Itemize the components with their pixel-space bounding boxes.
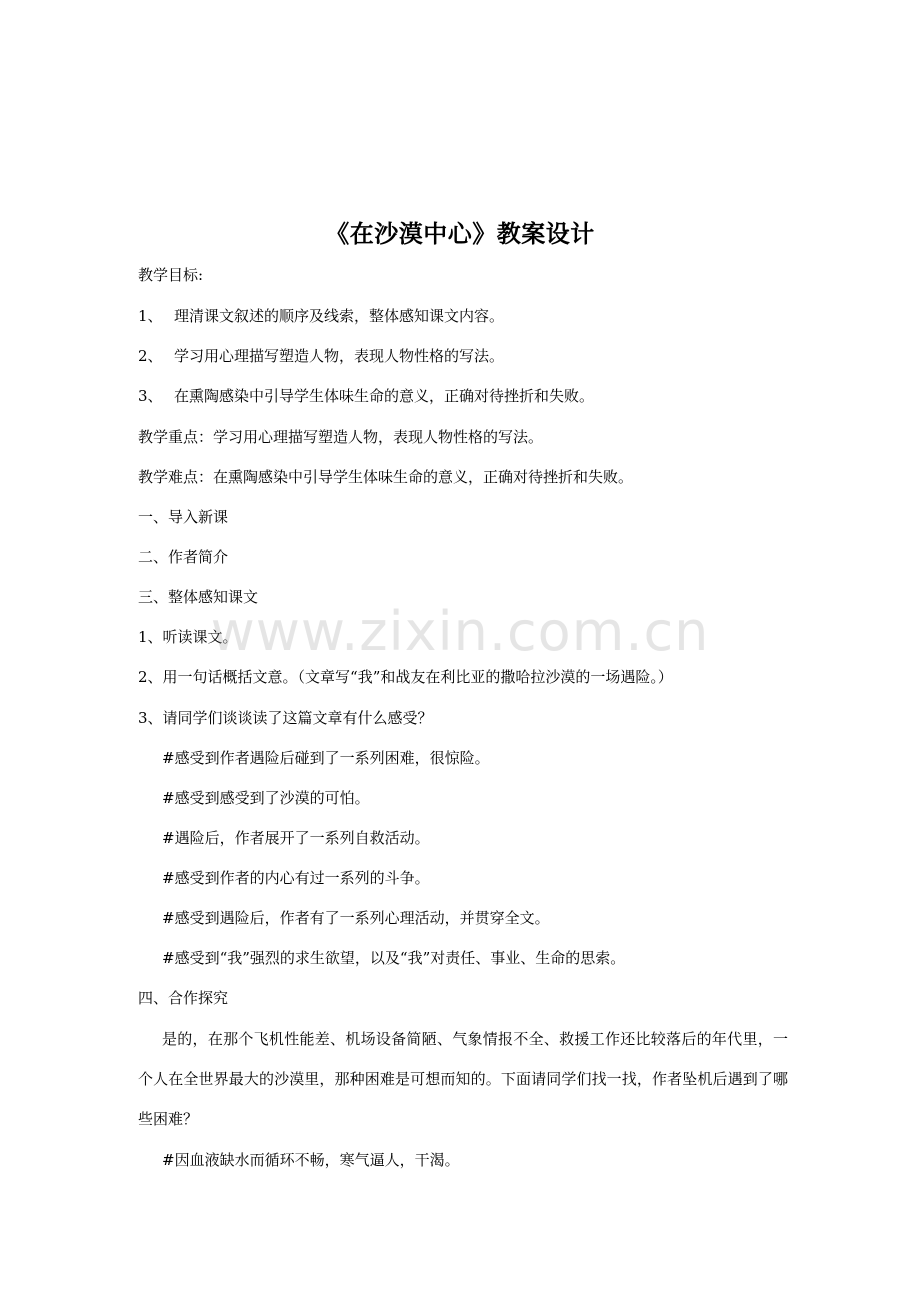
section-heading: 三、整体感知课文 (138, 588, 259, 606)
goal-text: 在熏陶感染中引导学生体味生命的意义，正确对待挫折和失败。 (174, 387, 595, 405)
section-heading: 一、导入新课 (138, 508, 229, 526)
document-title: 《在沙漠中心》教案设计 (325, 219, 595, 248)
step-item: 1、听读课文。 (138, 628, 238, 646)
section-heading: 二、作者简介 (138, 548, 229, 566)
watermark: www.zixin.com.cn (210, 600, 710, 663)
goal-number: 1、 (138, 307, 163, 325)
goal-item (138, 306, 788, 326)
feeling-item: #感受到遇险后，作者有了一系列心理活动，并贯穿全文。 (162, 909, 550, 927)
feeling-item: #感受到作者遇险后碰到了一系列困难，很惊险。 (162, 749, 490, 767)
key-point: 教学重点：学习用心理描写塑造人物，表现人物性格的写法。 (138, 428, 544, 446)
step-item: 2、用一句话概括文意。（文章写“我”和战友在利比亚的撒哈拉沙漠的一场遇险。） (138, 668, 673, 686)
feeling-item: #感受到“我”强烈的求生欲望，以及“我”对责任、事业、生命的思索。 (162, 949, 626, 967)
difficult-point: 教学难点：在熏陶感染中引导学生体味生命的意义，正确对待挫折和失败。 (138, 468, 634, 486)
goal-item (138, 346, 788, 366)
feeling-item: #感受到作者的内心有过一系列的斗争。 (162, 869, 430, 887)
feeling-item: #遇险后，作者展开了一系列自救活动。 (162, 829, 430, 847)
goal-text: 理清课文叙述的顺序及线索，整体感知课文内容。 (174, 307, 505, 325)
section-heading: 四、合作探究 (138, 989, 229, 1007)
goal-item (138, 386, 788, 406)
body-paragraph: 是的，在那个飞机性能差、机场设备简陋、气象情报不全、救援工作还比较落后的年代里，一个人在全世界最大的沙漠里，那种困难是可想而知的。下面请同学们找一找，作者坠机后遇到了哪些困难？ (138, 1030, 788, 1128)
feeling-item: #感受到感受到了沙漠的可怕。 (162, 789, 370, 807)
step-item: 3、请同学们谈谈读了这篇文章有什么感受？ (138, 709, 433, 727)
goal-text: 学习用心理描写塑造人物，表现人物性格的写法。 (174, 347, 505, 365)
goals-heading: 教学目标: (138, 266, 204, 284)
goal-number: 2、 (138, 347, 163, 365)
goal-number: 3、 (138, 387, 163, 405)
answer-item: #因血液缺水而循环不畅，寒气逼人，干渴。 (162, 1151, 460, 1169)
